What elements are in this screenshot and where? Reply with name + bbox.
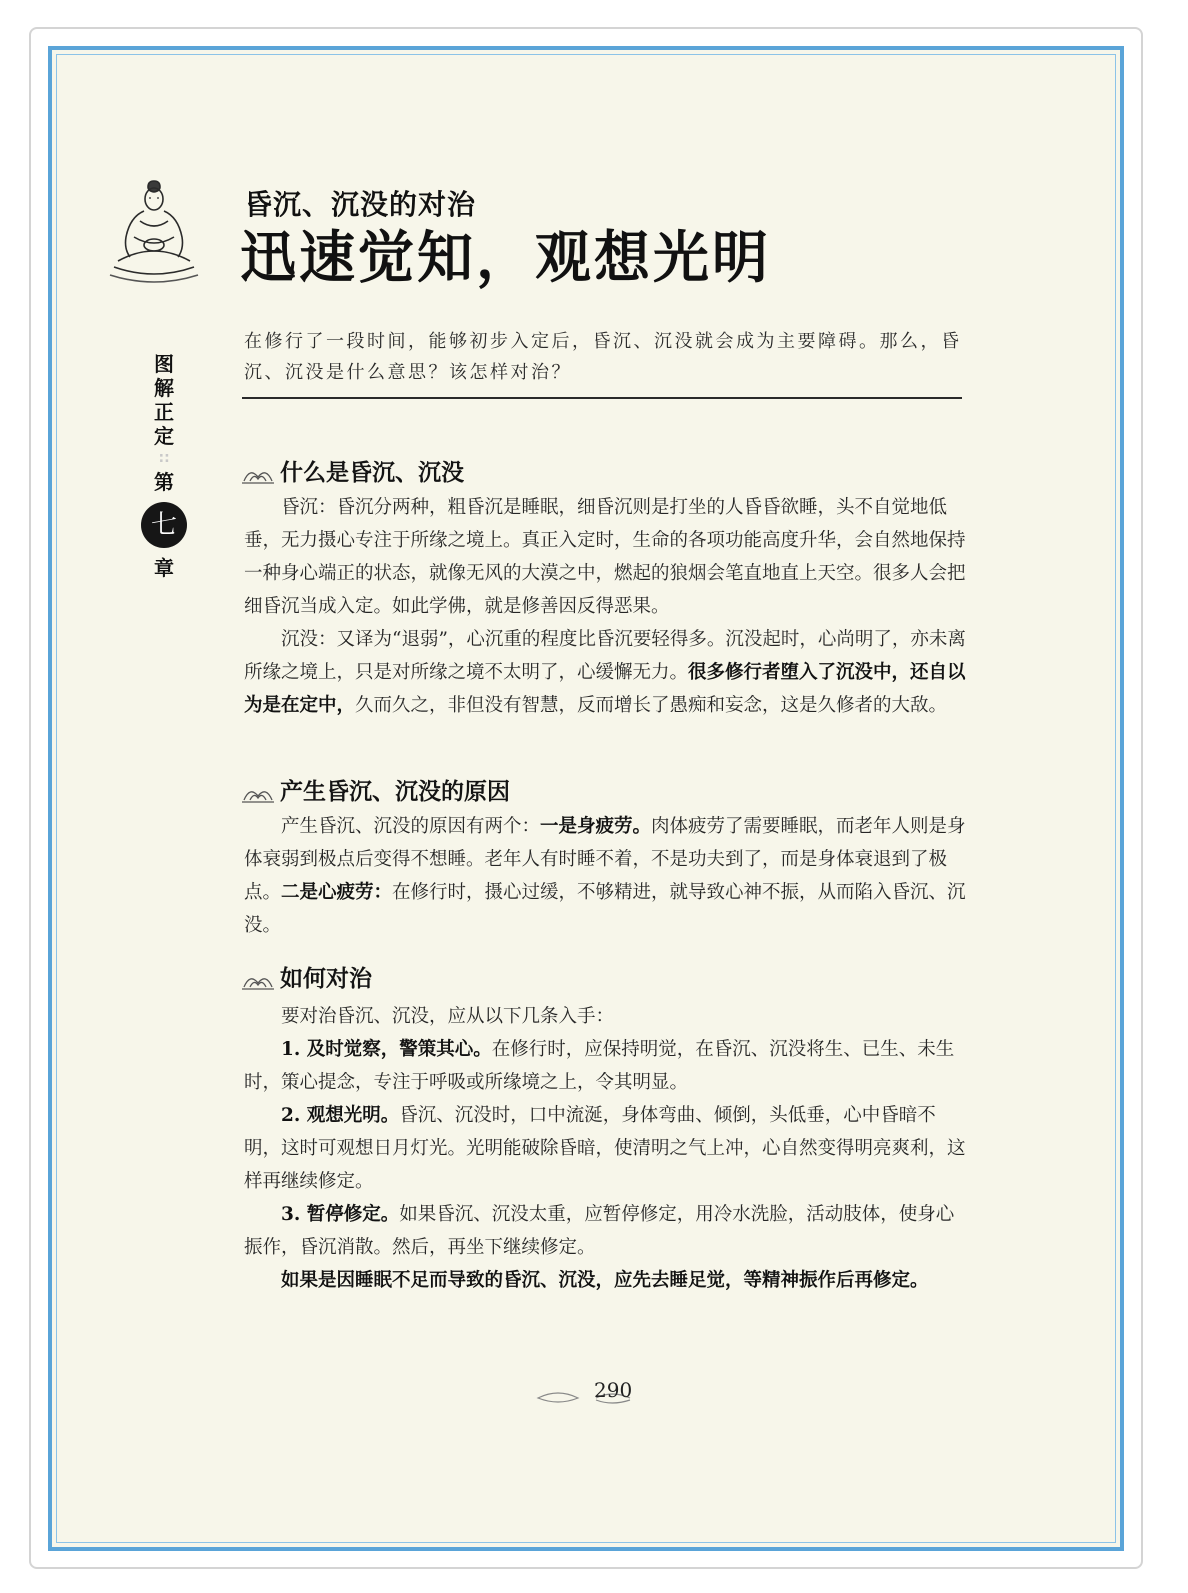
- emphasis-text: 1. 及时觉察，警策其心。: [281, 1039, 492, 1060]
- section-body-2: [244, 810, 970, 942]
- lotus-icon: [240, 967, 276, 993]
- emphasis-text: 一是身疲劳。: [540, 816, 652, 837]
- sidebar-char: 章: [154, 556, 174, 580]
- section-heading-1: [240, 454, 464, 487]
- section-heading-text: 产生昏沉、沉没的原因: [280, 778, 510, 805]
- buddha-illustration: [104, 177, 204, 285]
- paragraph: 产生昏沉、沉没的原因有两个：一是身疲劳。肉体疲劳了需要睡眠，而老年人则是身体衰弱到极点后变得不想睡。老年人有时睡不着，不是功夫到了，而是身体衰退到了极点。二是心疲劳：在修行时，摄心过缓，不够精进，就导致心神不振，从而陷入昏沉、沉没。: [244, 816, 966, 936]
- section-heading-text: 什么是昏沉、沉没: [280, 459, 464, 486]
- sidebar-char: 第: [154, 470, 174, 494]
- sidebar-char: 图: [154, 352, 174, 376]
- paragraph: 要对治昏沉、沉没，应从以下几条入手：: [281, 1006, 615, 1027]
- section-heading-3: [240, 960, 372, 993]
- emphasis-text: 2. 观想光明。: [281, 1105, 400, 1126]
- list-item: 1. 及时觉察，警策其心。在修行时，应保持明觉，在昏沉、沉没将生、已生、未生时，策心提念，专注于呼吸或所缘境之上，令其明显。: [244, 1039, 955, 1093]
- page-number: 290: [594, 1378, 633, 1402]
- lotus-icon: [240, 780, 276, 806]
- closing-note: 如果是因睡眠不足而导致的昏沉、沉没，应先去睡足觉，等精神振作后再修定。: [281, 1270, 929, 1291]
- lotus-icon: [240, 461, 276, 487]
- emphasis-text: 3. 暂停修定。: [281, 1204, 400, 1225]
- list-item: 3. 暂停修定。如果昏沉、沉没太重，应暂停修定，用冷水洗脸，活动肢体，使身心振作，昏沉消散。然后，再坐下继续修定。: [244, 1204, 955, 1258]
- sidebar-char: 正: [154, 400, 174, 424]
- section-heading-text: 如何对治: [280, 965, 372, 992]
- intro-text: 在修行了一段时间，能够初步入定后，昏沉、沉没就会成为主要障碍。那么，昏沉、沉没是什么意思？该怎样对治？: [244, 331, 962, 383]
- divider-rule: [242, 397, 962, 399]
- sidebar-ornament: ∷: [159, 451, 169, 467]
- paragraph: 昏沉：昏沉分两种，粗昏沉是睡眠，细昏沉则是打坐的人昏昏欲睡，头不自觉地低垂，无力摄心专注于所缘之境上。真正入定时，生命的各项功能高度升华，会自然地保持一种身心端正的状态，就像无风的大漠之中，燃起的狼烟会笔直地直上天空。很多人会把细昏沉当成入定。如此学佛，就是修善因反得恶果。: [244, 497, 966, 617]
- emphasis-text: 很多修行者堕入了沉没中，还自以为是在定中，: [244, 662, 966, 716]
- emphasis-text: 二是心疲劳：: [281, 882, 393, 903]
- paragraph: 沉没：又译为“退弱”，心沉重的程度比昏沉要轻得多。沉没起时，心尚明了，亦未离所缘之境上，只是对所缘之境不太明了，心缓懈无力。很多修行者堕入了沉没中，还自以为是在定中，久而久之，非但没有智慧，反而增长了愚痴和妄念，这是久修者的大敌。: [244, 629, 966, 716]
- list-item: 2. 观想光明。昏沉、沉没时，口中流涎，身体弯曲、倾倒，头低垂，心中昏暗不明，这时可观想日月灯光。光明能破除昏暗，使清明之气上冲，心自然变得明亮爽利，这样再继续修定。: [244, 1105, 966, 1192]
- section-body-1: [244, 491, 970, 722]
- page-subtitle: 昏沉、沉没的对治: [244, 188, 477, 221]
- sidebar-char: 解: [154, 376, 174, 400]
- section-body-3: [244, 1000, 970, 1297]
- chapter-number-badge: 七: [141, 502, 187, 548]
- page-title: 迅速觉知，观想光明: [240, 225, 771, 291]
- sidebar-char: 定: [154, 424, 174, 448]
- section-heading-2: [240, 773, 510, 806]
- chapter-sidebar: [146, 352, 182, 580]
